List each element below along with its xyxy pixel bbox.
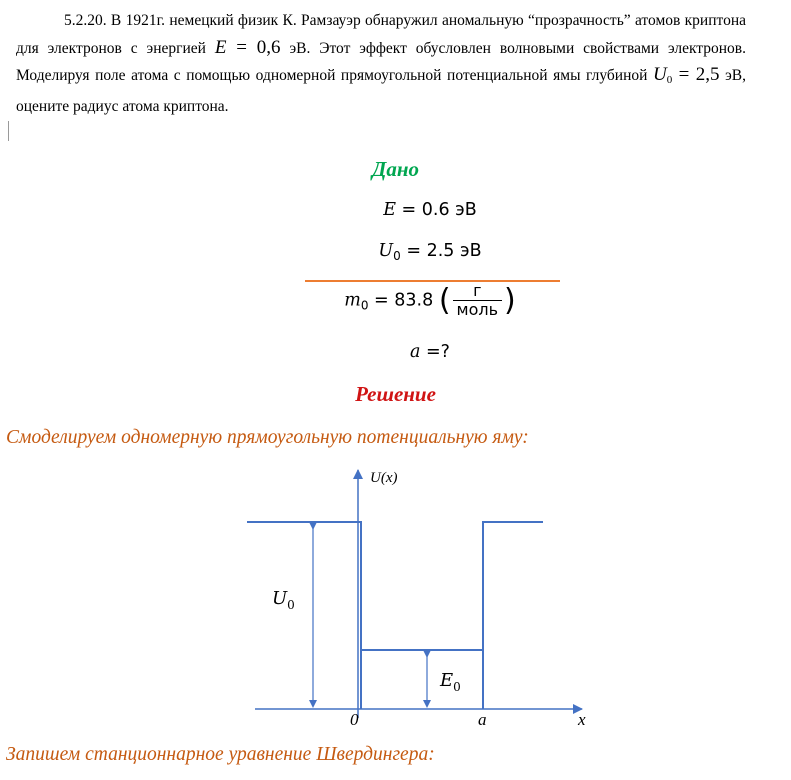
given-depth-sub: 0 bbox=[393, 249, 401, 263]
solution-caption-1: Смоделируем одномерную прямоугольную потенциальную яму: bbox=[6, 427, 529, 448]
given-unknown-var: a bbox=[410, 342, 421, 362]
given-molar-mass bbox=[300, 282, 560, 319]
origin-label: 0 bbox=[350, 710, 359, 729]
solution-heading: Решение bbox=[355, 382, 436, 406]
problem-text bbox=[16, 8, 746, 120]
given-depth-var: U bbox=[378, 241, 394, 261]
text-cursor bbox=[8, 121, 9, 141]
given-depth bbox=[300, 241, 560, 263]
problem-text-part2: эВ. Этот эффект обусловлен волновыми свойствами электронов. Моделируя поле атома с помощью одномерной прямоугольной потенциальной ямы глубиной bbox=[16, 39, 746, 84]
x-axis-label: x bbox=[578, 710, 586, 729]
u0-label: $U_0$ bbox=[272, 588, 295, 612]
a-label: a bbox=[478, 710, 487, 729]
given-mass-var: m bbox=[344, 290, 361, 311]
given-energy bbox=[300, 200, 560, 220]
depth-value: = 2,5 bbox=[672, 64, 720, 85]
potential-profile bbox=[247, 522, 361, 709]
problem-number: 5.2.20. bbox=[64, 12, 107, 29]
given-mass-sub: 0 bbox=[360, 298, 369, 313]
given-unknown bbox=[300, 342, 560, 362]
given-energy-var: E bbox=[383, 200, 396, 220]
y-axis-label: U(x) bbox=[370, 470, 398, 486]
problem-text-part1: В 1921г. немецкий физик К. Рамзауэр обнаружил аномальную “прозрачность” атомов криптона для электронов с энергией bbox=[16, 12, 746, 57]
problem-statement bbox=[16, 8, 746, 120]
depth-symbol: U bbox=[652, 64, 667, 85]
given-unknown-value: =? bbox=[420, 342, 450, 362]
molar-mass-unit: ( $\frac{г}{\text{моль}}$ ) bbox=[438, 281, 516, 319]
energy-symbol: E bbox=[214, 36, 227, 58]
energy-value: = 0,6 bbox=[226, 36, 281, 58]
unit-denominator: моль bbox=[456, 300, 499, 319]
given-heading: Дано bbox=[371, 157, 419, 181]
given-energy-value: = 0.6 эВ bbox=[395, 200, 477, 220]
problem-text-part3: эВ, оцените радиус атома криптона. bbox=[16, 67, 746, 115]
given-depth-value: = 2.5 эВ bbox=[400, 241, 482, 261]
potential-right-wall bbox=[483, 522, 543, 709]
potential-well-diagram bbox=[0, 460, 791, 740]
solution-caption-2: Запишем станционнарное уравнение Швердингера: bbox=[6, 744, 435, 765]
unit-numerator: г bbox=[473, 281, 482, 300]
given-mass-value: = 83.8 bbox=[368, 290, 439, 311]
e0-label: $E_0$ bbox=[440, 670, 461, 694]
depth-subscript: 0 bbox=[666, 74, 673, 86]
